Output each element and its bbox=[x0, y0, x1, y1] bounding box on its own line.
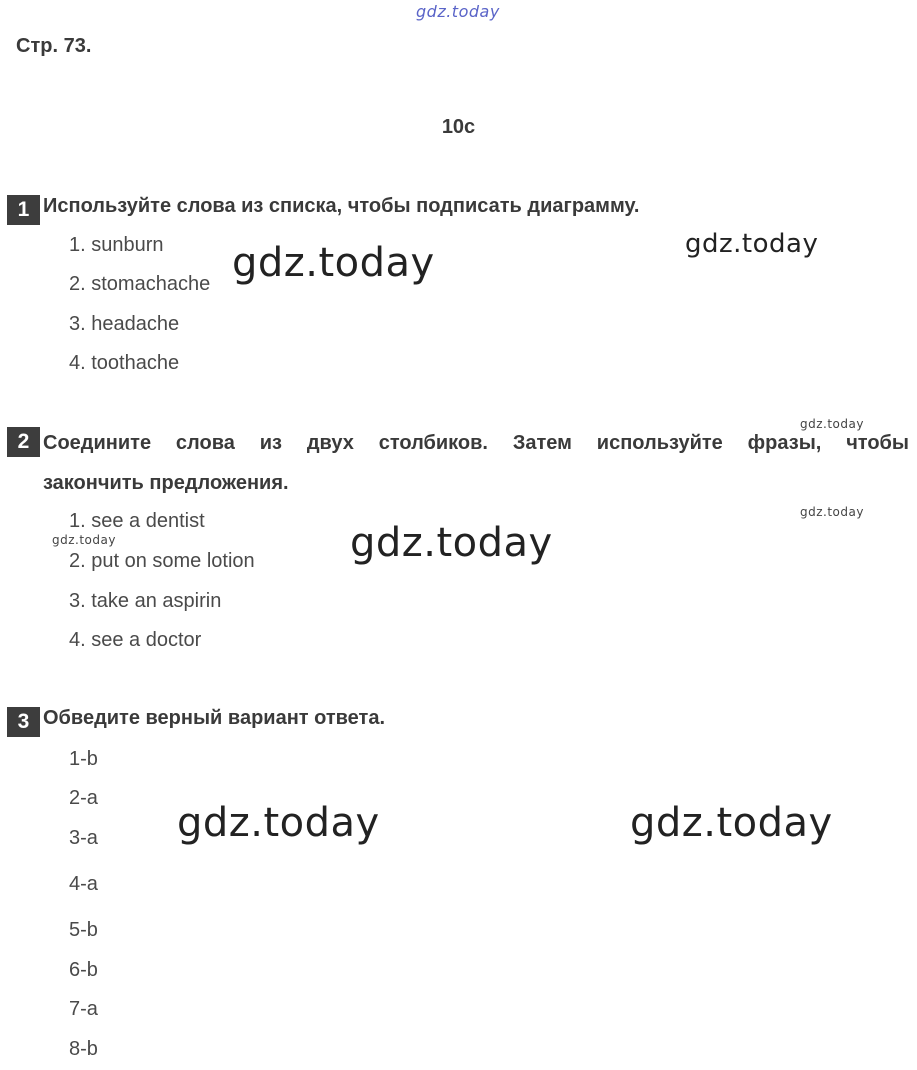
watermark: gdz.today bbox=[350, 520, 553, 566]
watermark: gdz.today bbox=[685, 229, 819, 259]
section-title: 10c bbox=[441, 116, 476, 138]
task-2-item: 2. put on some lotion bbox=[69, 550, 255, 572]
task-3-number-badge: 3 bbox=[7, 707, 40, 737]
task-3-answer: 2-a bbox=[69, 787, 98, 809]
task-1-item: 3. headache bbox=[69, 313, 180, 335]
task-1-item: 1. sunburn bbox=[69, 234, 164, 256]
watermark: gdz.today bbox=[232, 240, 435, 286]
watermark: gdz.today bbox=[800, 505, 864, 519]
task-1-item: 4. toothache bbox=[69, 352, 180, 374]
task-2-item: 3. take an aspirin bbox=[69, 590, 222, 612]
task-3-answer: 7-a bbox=[69, 998, 98, 1020]
task-3-answer: 5-b bbox=[69, 919, 98, 941]
task-3-heading: Обведите верный вариант ответа. bbox=[43, 707, 386, 729]
task-3-answer: 8-b bbox=[69, 1038, 98, 1060]
task-2-heading-line-1: Соедините слова из двух столбиков. Затем используйте фразы, чтобы bbox=[43, 432, 909, 454]
watermark: gdz.today bbox=[630, 800, 833, 846]
top-watermark: gdz.today bbox=[416, 2, 500, 21]
task-1-number-badge: 1 bbox=[7, 195, 40, 225]
task-2-item: 4. see a doctor bbox=[69, 629, 202, 651]
watermark: gdz.today bbox=[177, 800, 380, 846]
watermark: gdz.today bbox=[52, 533, 116, 547]
watermark: gdz.today bbox=[800, 417, 864, 431]
task-2-heading-line-2: закончить предложения. bbox=[43, 472, 289, 494]
task-3-answer: 4-a bbox=[69, 873, 98, 895]
task-2-item: 1. see a dentist bbox=[69, 510, 205, 532]
task-1-item: 2. stomachache bbox=[69, 273, 211, 295]
page-number-label: Стр. 73. bbox=[16, 35, 92, 57]
task-2-number-badge: 2 bbox=[7, 427, 40, 457]
task-3-answer: 3-a bbox=[69, 827, 98, 849]
task-3-answer: 1-b bbox=[69, 748, 98, 770]
task-3-answer: 6-b bbox=[69, 959, 98, 981]
task-1-heading: Используйте слова из списка, чтобы подписать диаграмму. bbox=[43, 195, 640, 217]
